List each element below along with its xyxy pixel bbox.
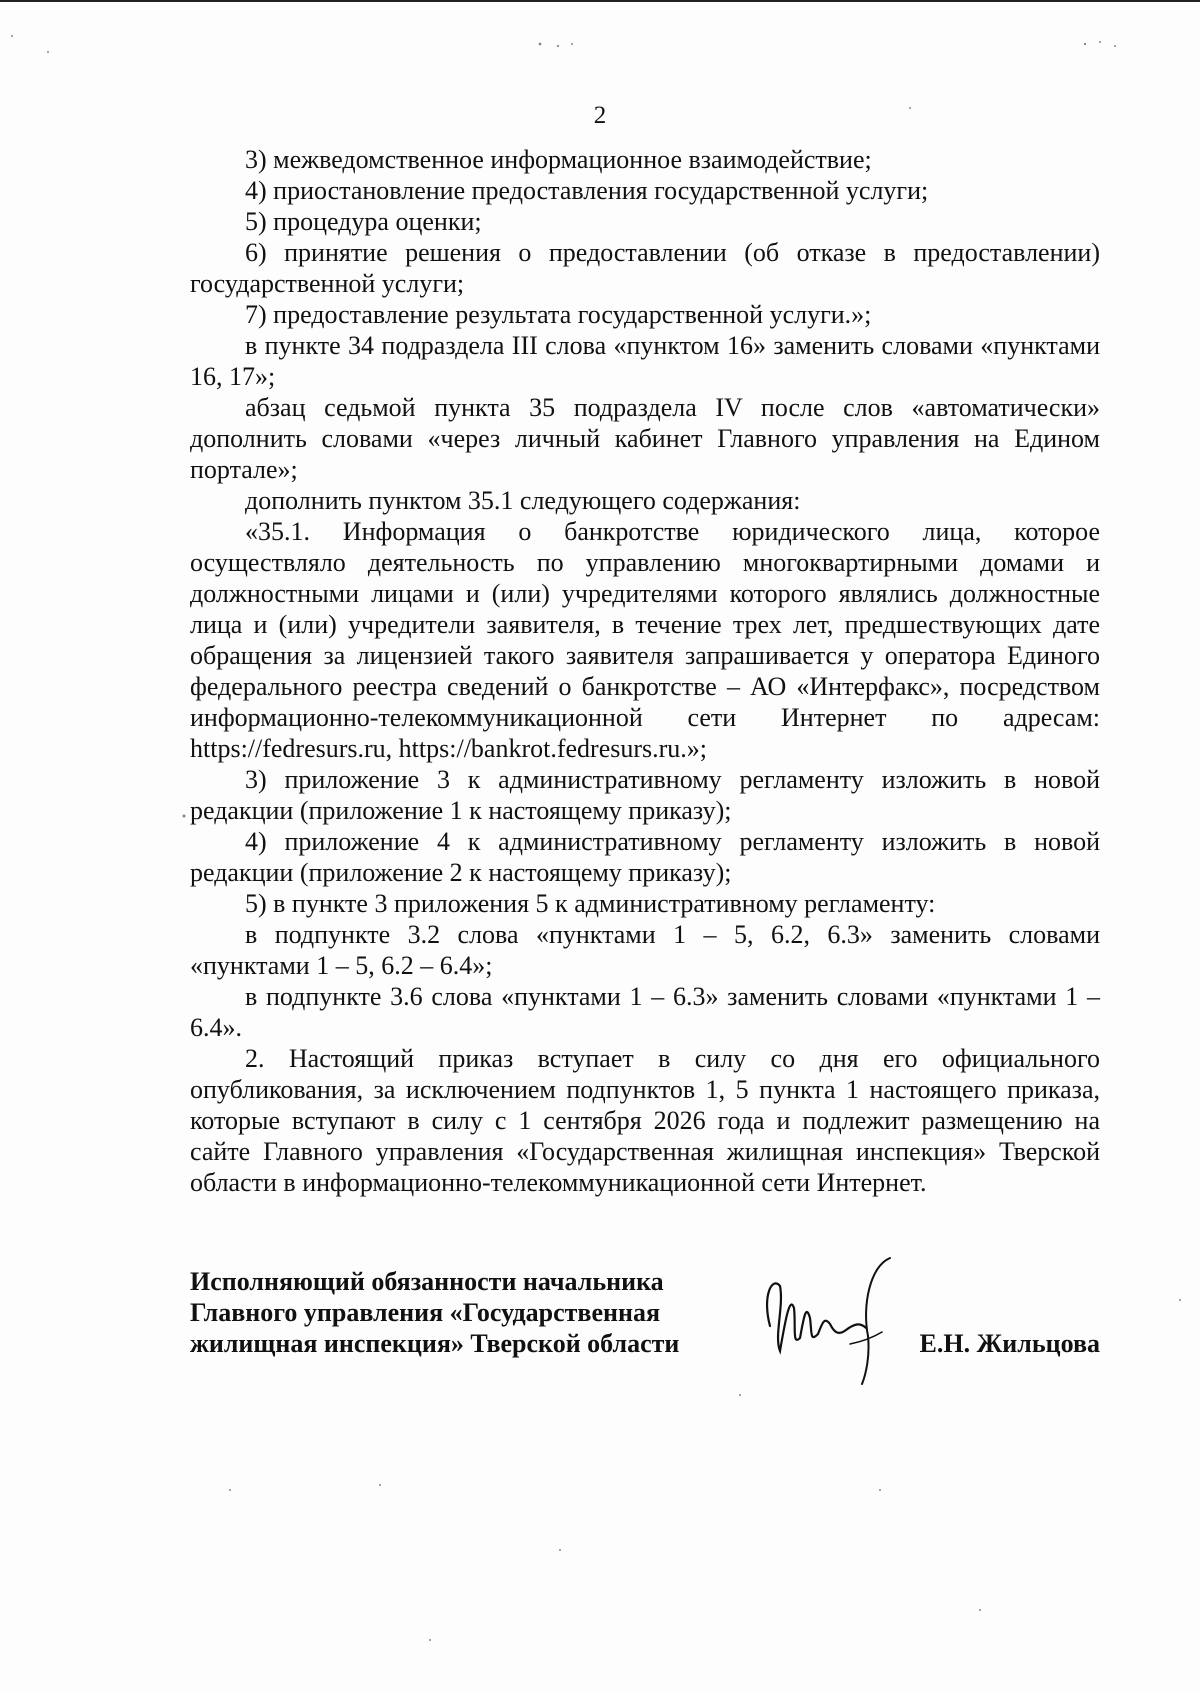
paragraph: 3) межведомственное информационное взаимодействие; <box>245 145 872 174</box>
paragraph: в подпункте 3.2 слова «пунктами 1 – 5, 6.2, 6.3» заменить словами «пунктами 1 – 5, 6.2 – 6.4»; <box>190 920 1100 980</box>
signatory-name: Е.Н. Жильцова <box>919 1329 1100 1358</box>
page-number: 2 <box>593 102 607 129</box>
paragraph: 4) приостановление предоставления государственной услуги; <box>245 176 929 205</box>
paragraph: в пункте 34 подраздела III слова «пунктом 16» заменить словами «пунктами 16, 17»; <box>190 331 1100 391</box>
paragraph: 4) приложение 4 к административному регламенту изложить в новой редакции (приложение 2 к настоящему приказу); <box>190 827 1100 887</box>
signature-block <box>190 1266 1100 1386</box>
paragraph: 7) предоставление результата государственной услуги.»; <box>245 300 872 329</box>
signatory-title-line: Исполняющий обязанности начальника <box>190 1267 664 1296</box>
paragraph: 2. Настоящий приказ вступает в силу со дня его официального опубликования, за исключением подпунктов 1, 5 пункта 1 настоящего приказа, которые вступают в силу с 1 сентября 2026 года и подлежит размещению на сайте Главного управления «Государственная жилищная инспекция» Тверской области в информационно-телекоммуникационной сети Интернет. <box>190 1044 1100 1197</box>
handwritten-signature <box>750 1246 900 1386</box>
paragraph: 5) процедура оценки; <box>245 207 482 236</box>
paragraph: в подпункте 3.6 слова «пунктами 1 – 6.3» заменить словами «пунктами 1 – 6.4». <box>190 982 1100 1042</box>
paragraph: 6) принятие решения о предоставлении (об отказе в предоставлении) государственной услуги; <box>190 238 1100 298</box>
paragraph: дополнить пунктом 35.1 следующего содержания: <box>245 486 801 515</box>
paragraph: «35.1. Информация о банкротстве юридического лица, которое осуществляло деятельность по управлению многоквартирными домами и должностными лицами и (или) учредителями которого являлись должностные лица и (или) учредители заявителя, в течение трех лет, предшествующих дате обращения за лицензией такого заявителя запрашивается у оператора Единого федерального реестра сведений о банкротстве – АО «Интерфакс», посредством информационно-телекоммуникационной сети Интернет по адресам: https://fedresurs.ru, https://bankrot.fedresurs.ru.»; <box>190 517 1100 763</box>
paragraph: 5) в пункте 3 приложения 5 к административному регламенту: <box>245 889 936 918</box>
signatory-title-line: Главного управления «Государственная <box>190 1298 661 1327</box>
signatory-title <box>190 1266 679 1359</box>
signatory-title-line: жилищная инспекция» Тверской области <box>190 1329 680 1358</box>
document-body <box>190 144 1100 1198</box>
paragraph: 3) приложение 3 к административному регламенту изложить в новой редакции (приложение 1 к настоящему приказу); <box>190 765 1100 825</box>
paragraph: абзац седьмой пункта 35 подраздела IV после слов «автоматически» дополнить словами «через личный кабинет Главного управления на Едином портале»; <box>190 393 1100 484</box>
